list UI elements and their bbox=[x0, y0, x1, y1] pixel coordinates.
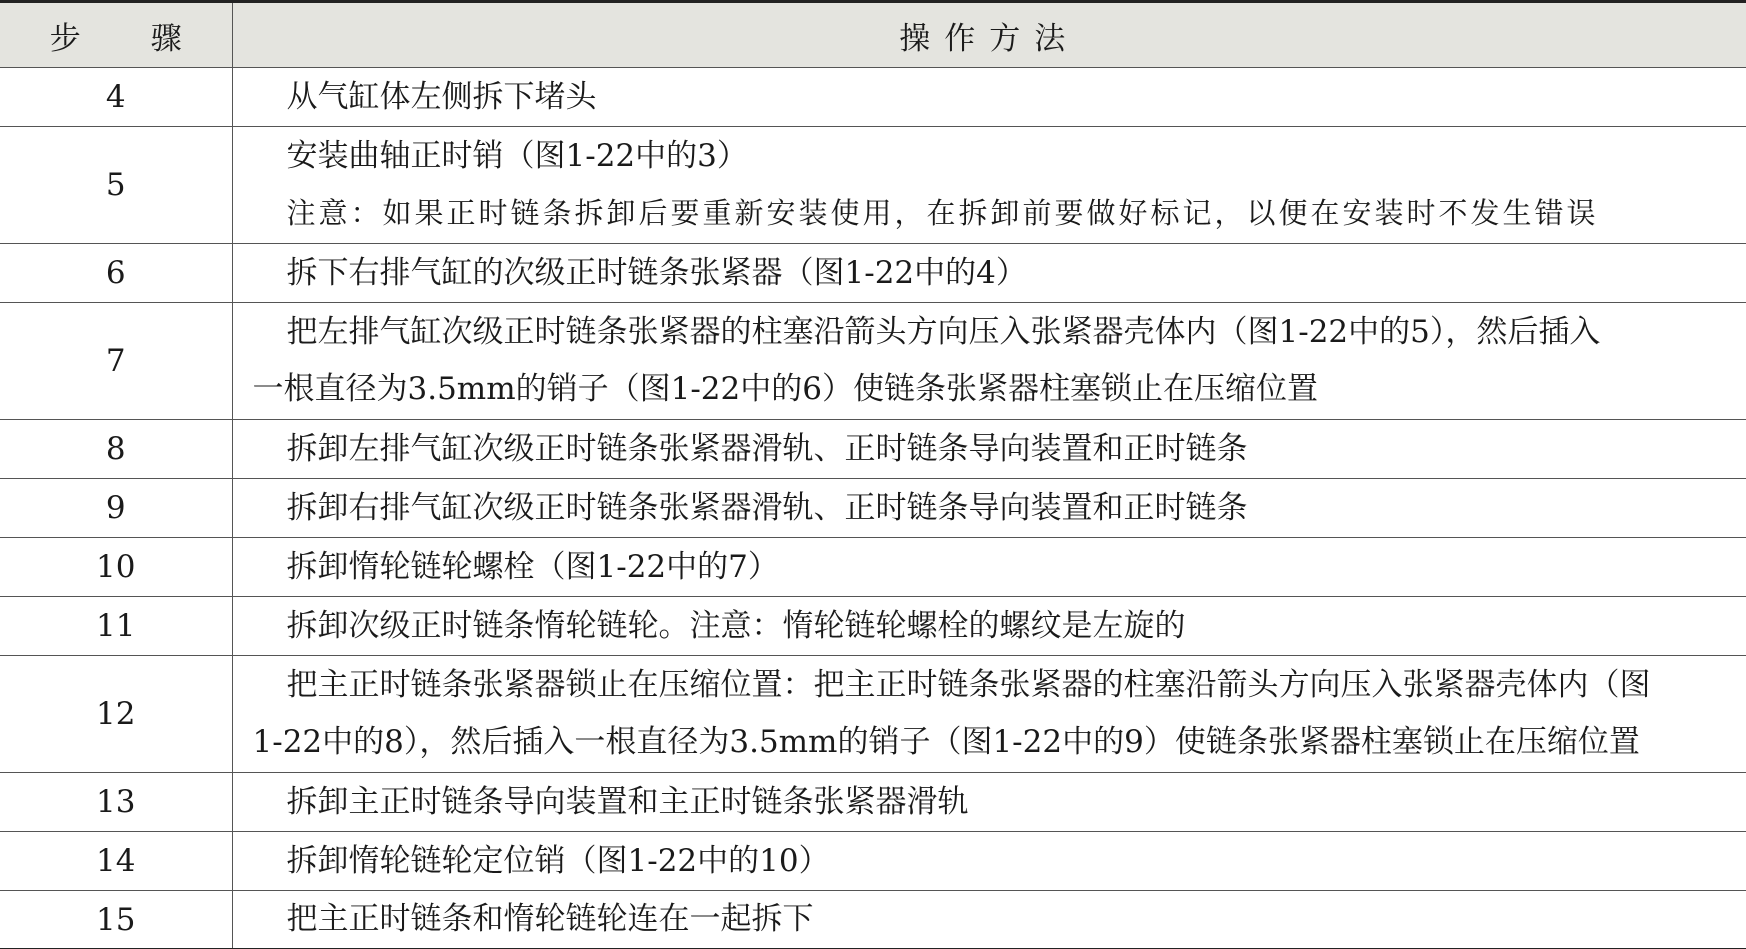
step-number: 11 bbox=[0, 597, 232, 656]
header-method: 操作方法 bbox=[232, 2, 1746, 68]
table-row bbox=[0, 538, 1746, 597]
table-row bbox=[0, 656, 1746, 773]
step-description: 拆卸右排气缸次级正时链条张紧器滑轨、正时链条导向装置和正时链条 bbox=[232, 479, 1746, 538]
table-row bbox=[0, 244, 1746, 303]
step-number: 7 bbox=[0, 303, 232, 420]
table-row bbox=[0, 420, 1746, 479]
table-row bbox=[0, 773, 1746, 832]
step-description: 从气缸体左侧拆下堵头 bbox=[232, 68, 1746, 127]
step-note: 注意：如果正时链条拆卸后要重新安装使用，在拆卸前要做好标记，以便在安装时不发生错误 bbox=[286, 196, 1599, 230]
step-description: 拆卸左排气缸次级正时链条张紧器滑轨、正时链条导向装置和正时链条 bbox=[232, 420, 1746, 479]
step-number: 12 bbox=[0, 656, 232, 773]
step-number: 9 bbox=[0, 479, 232, 538]
step-number: 6 bbox=[0, 244, 232, 303]
step-description: 安装曲轴正时销（图1-22中的3） 注意：如果正时链条拆卸后要重新安装使用，在拆卸前要做好标记，以便在安装时不发生错误 bbox=[232, 127, 1746, 244]
table-row bbox=[0, 597, 1746, 656]
table-row bbox=[0, 127, 1746, 244]
step-description: 拆下右排气缸的次级正时链条张紧器（图1-22中的4） bbox=[232, 244, 1746, 303]
step-description: 拆卸主正时链条导向装置和主正时链条张紧器滑轨 bbox=[232, 773, 1746, 832]
table-row bbox=[0, 303, 1746, 420]
step-number: 5 bbox=[0, 127, 232, 244]
step-description: 把左排气缸次级正时链条张紧器的柱塞沿箭头方向压入张紧器壳体内（图1-22中的5），然后插入 一根直径为3.5mm的销子（图1-22中的6）使链条张紧器柱塞锁止在压缩位置 bbox=[232, 303, 1746, 420]
step-number: 10 bbox=[0, 538, 232, 597]
step-description: 拆卸次级正时链条惰轮链轮。注意：惰轮链轮螺栓的螺纹是左旋的 bbox=[232, 597, 1746, 656]
step-number: 15 bbox=[0, 891, 232, 949]
step-number: 8 bbox=[0, 420, 232, 479]
step-description: 把主正时链条和惰轮链轮连在一起拆下 bbox=[232, 891, 1746, 949]
header-step: 步 骤 bbox=[0, 2, 232, 68]
step-number: 13 bbox=[0, 773, 232, 832]
table-row bbox=[0, 891, 1746, 949]
table-row bbox=[0, 479, 1746, 538]
header-row bbox=[0, 2, 1746, 68]
table-row bbox=[0, 832, 1746, 891]
table-row bbox=[0, 68, 1746, 127]
step-description: 把主正时链条张紧器锁止在压缩位置：把主正时链条张紧器的柱塞沿箭头方向压入张紧器壳体内（图 1-22中的8），然后插入一根直径为3.5mm的销子（图1-22中的9）使链条张紧器柱塞锁止在压缩位置 bbox=[232, 656, 1746, 773]
step-description: 拆卸惰轮链轮螺栓（图1-22中的7） bbox=[232, 538, 1746, 597]
step-description: 拆卸惰轮链轮定位销（图1-22中的10） bbox=[232, 832, 1746, 891]
step-number: 4 bbox=[0, 68, 232, 127]
step-number: 14 bbox=[0, 832, 232, 891]
